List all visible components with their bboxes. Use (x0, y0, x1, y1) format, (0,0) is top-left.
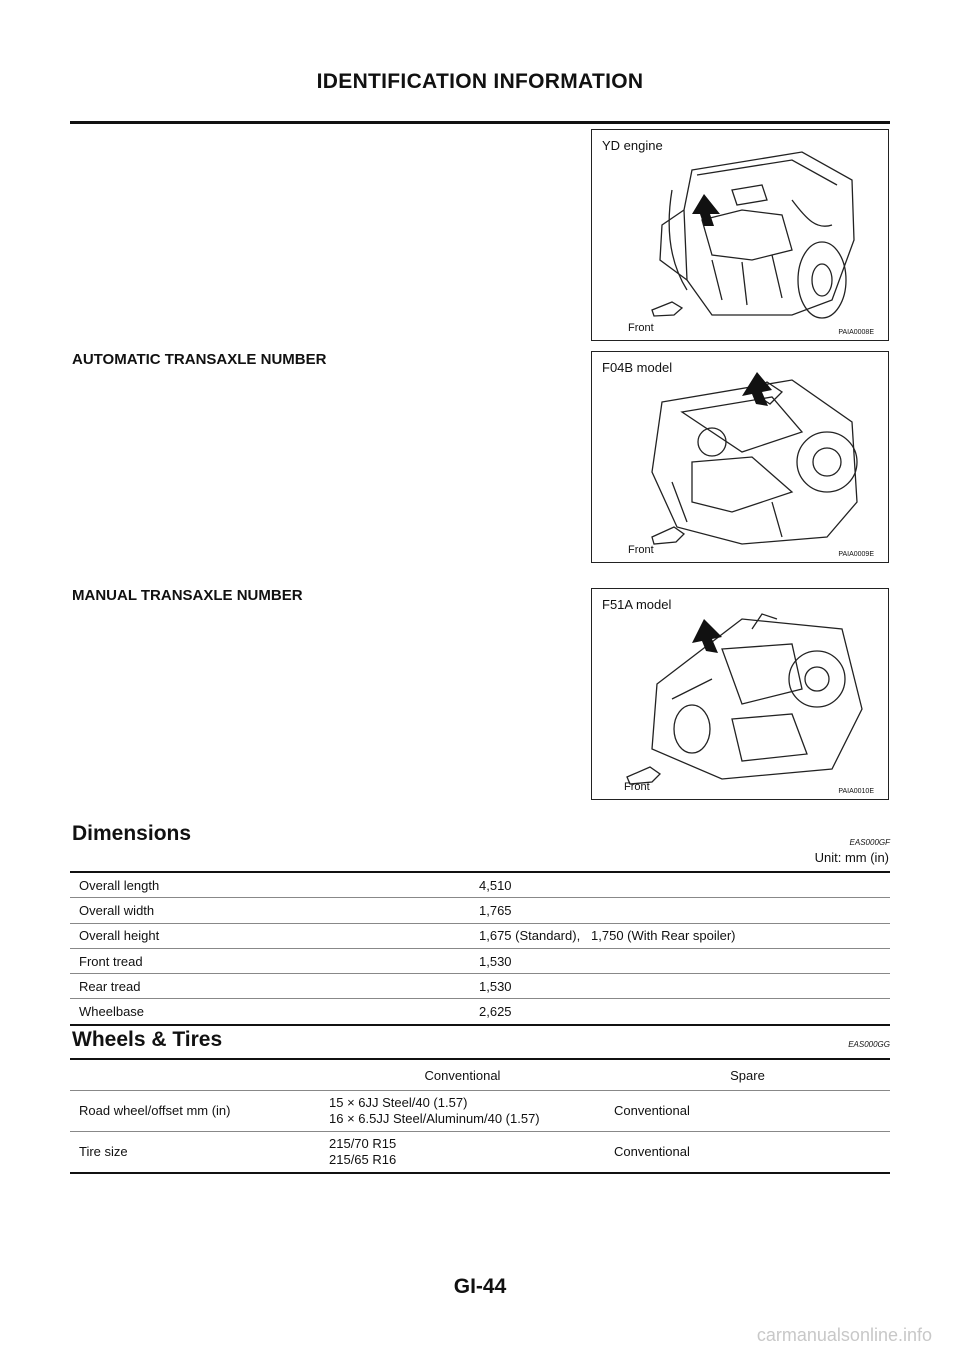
figure-f04b-model (591, 351, 889, 563)
table-row (70, 872, 890, 898)
value-line: 215/70 R15 (329, 1136, 397, 1151)
conventional-value (320, 1132, 605, 1174)
front-label: Front (624, 781, 650, 793)
row-label: Overall height (70, 923, 470, 948)
transaxle-illustration (592, 589, 888, 799)
row-label: Road wheel/offset mm (in) (70, 1091, 320, 1132)
figure-code: PAIA0009E (838, 551, 874, 558)
figure-title: F51A model (602, 597, 672, 612)
figure-yd-engine (591, 129, 889, 341)
front-label: Front (628, 322, 654, 334)
figure-code: PAIA0010E (838, 788, 874, 795)
table-row (70, 1132, 890, 1174)
figure-title: YD engine (602, 138, 663, 153)
value-line: 215/65 R16 (329, 1152, 397, 1167)
dimensions-heading: Dimensions (72, 822, 192, 845)
column-header-spare: Spare (605, 1059, 890, 1091)
row-value: 1,530 (470, 948, 890, 973)
row-value: 1,530 (470, 974, 890, 999)
front-label: Front (628, 544, 654, 556)
transaxle-illustration (592, 352, 888, 562)
wheels-code: EAS000GG (848, 1040, 890, 1049)
table-row (70, 923, 890, 948)
conventional-value (320, 1091, 605, 1132)
table-row (70, 999, 890, 1025)
row-value: 2,625 (479, 1004, 512, 1020)
row-label: Tire size (79, 1144, 128, 1159)
engine-illustration (592, 130, 888, 340)
row-label: Overall length (70, 872, 470, 898)
dimensions-code: EAS000GF (849, 838, 890, 847)
unit-note: Unit: mm (in) (814, 850, 889, 865)
section-heading-manual: MANUAL TRANSAXLE NUMBER (72, 587, 303, 604)
table-row (70, 898, 890, 923)
spare-value: Conventional (614, 1144, 690, 1159)
table-row (70, 1091, 890, 1132)
header-rule (70, 121, 890, 124)
figure-title: F04B model (602, 360, 673, 375)
table-header-row (70, 1059, 890, 1091)
dimensions-table (70, 871, 890, 1026)
row-label: Wheelbase (79, 1004, 145, 1020)
column-header-conventional: Conventional (320, 1059, 605, 1091)
value-line: 15 × 6JJ Steel/40 (1.57) (329, 1095, 468, 1110)
wheels-tires-table (70, 1058, 890, 1174)
spare-value: Conventional (605, 1091, 890, 1132)
row-value: 1,675 (Standard), 1,750 (With Rear spoiler) (470, 923, 890, 948)
table-row (70, 974, 890, 999)
section-heading-automatic: AUTOMATIC TRANSAXLE NUMBER (72, 351, 327, 368)
header-empty (70, 1059, 320, 1091)
figure-code: PAIA0008E (838, 329, 874, 336)
wheels-heading: Wheels & Tires (72, 1028, 223, 1051)
figure-f51a-model (591, 588, 889, 800)
row-value: 4,510 (470, 872, 890, 898)
value-line: 16 × 6.5JJ Steel/Aluminum/40 (1.57) (329, 1111, 540, 1126)
watermark: carmanualsonline.info (756, 1325, 932, 1345)
row-label: Front tread (70, 948, 470, 973)
row-label: Rear tread (70, 974, 470, 999)
row-label: Overall width (70, 898, 470, 923)
page-title: IDENTIFICATION INFORMATION (316, 70, 644, 93)
page-number: GI-44 (453, 1275, 507, 1298)
row-value: 1,765 (470, 898, 890, 923)
table-row (70, 948, 890, 973)
